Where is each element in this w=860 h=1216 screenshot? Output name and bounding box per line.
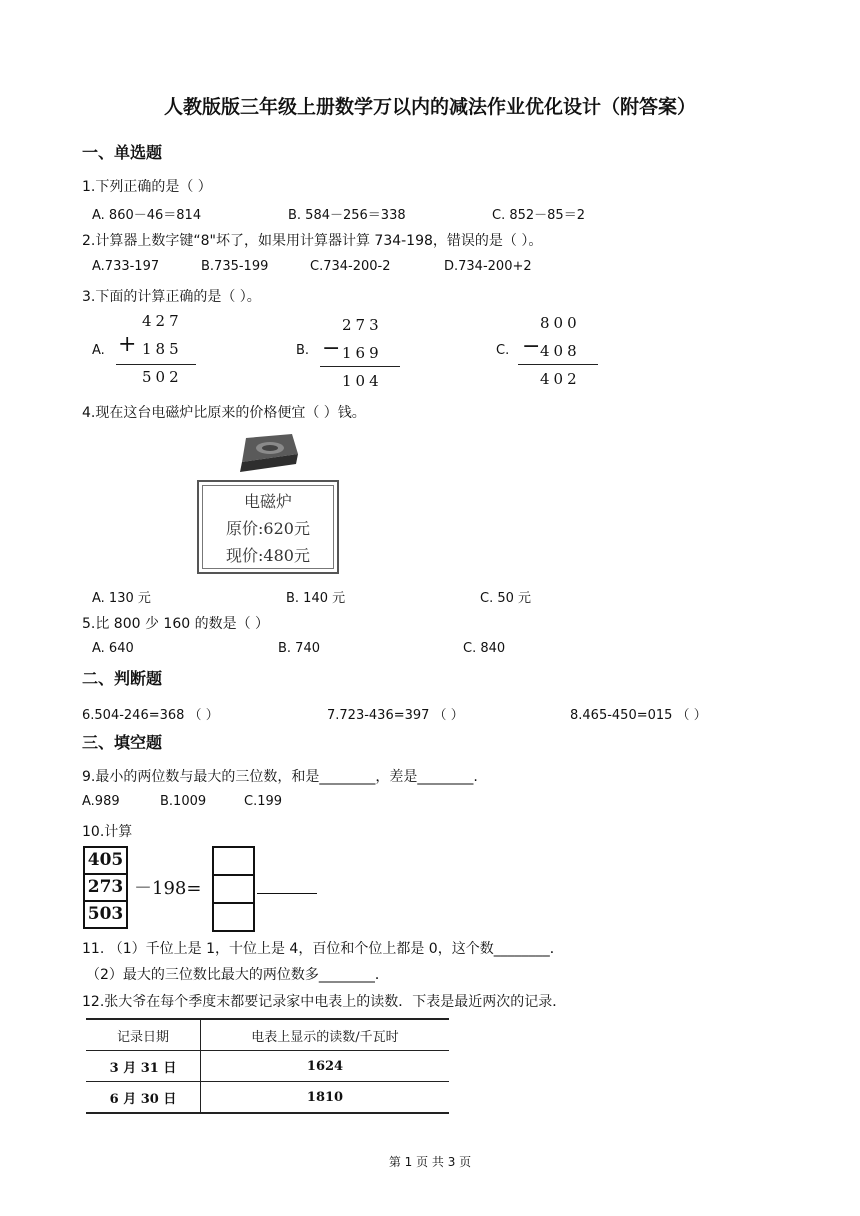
q9-option-b: B.1009 bbox=[160, 794, 207, 809]
table-row bbox=[86, 1051, 449, 1082]
table-cell-date: 6 月 30 日 bbox=[86, 1082, 201, 1114]
answer-boxes bbox=[212, 846, 255, 932]
stack-number-2: 273 bbox=[85, 875, 126, 902]
q5-option-a: A. 640 bbox=[92, 641, 134, 656]
q1-option-a: A. 860－46＝814 bbox=[92, 208, 202, 223]
judge-question-8: 8.465-450=015 （ ） bbox=[570, 708, 707, 723]
q1-option-c: C. 852－85＝2 bbox=[492, 208, 585, 223]
section-heading-fill-blank: 三、填空题 bbox=[82, 733, 163, 752]
calc-c-rule bbox=[518, 364, 598, 365]
q3-vertical-calc-a bbox=[112, 312, 198, 392]
answer-box[interactable] bbox=[214, 848, 253, 876]
q3-vertical-calc-c bbox=[516, 314, 602, 394]
q9-option-a: A.989 bbox=[82, 794, 120, 809]
table-header-reading: 电表上显示的读数/千瓦时 bbox=[201, 1019, 450, 1051]
calc-a-rule bbox=[116, 364, 196, 365]
calc-b-operator: − bbox=[322, 336, 345, 361]
q3-vertical-calc-b bbox=[316, 316, 402, 396]
q4-option-a: A. 130 元 bbox=[92, 591, 151, 606]
question-11-part-1: 11. （1）千位上是 1，十位上是 4，百位和个位上都是 0，这个数________． bbox=[82, 941, 564, 957]
calc-c-bottom: 408 bbox=[540, 342, 581, 360]
q1-option-b: B. 584－256＝338 bbox=[288, 208, 406, 223]
q2-option-a: A.733-197 bbox=[92, 259, 160, 274]
question-1-text: 1.下列正确的是（ ） bbox=[82, 179, 212, 195]
q4-option-b: B. 140 元 bbox=[286, 591, 346, 606]
answer-blank-line bbox=[257, 893, 317, 894]
q3-option-c-label: C. bbox=[496, 343, 510, 358]
induction-cooker-image bbox=[234, 432, 300, 474]
table-cell-reading: 1624 bbox=[201, 1051, 450, 1082]
calc-b-rule bbox=[320, 366, 400, 367]
section-heading-true-false: 二、判断题 bbox=[82, 669, 163, 688]
number-stack bbox=[83, 846, 128, 929]
calc-a-result: 502 bbox=[142, 368, 183, 386]
answer-box[interactable] bbox=[214, 876, 253, 904]
q5-option-c: C. 840 bbox=[463, 641, 506, 656]
calc-b-result: 104 bbox=[342, 372, 383, 390]
section-heading-single-choice: 一、单选题 bbox=[82, 143, 163, 162]
calc-c-result: 402 bbox=[540, 370, 581, 388]
page-footer: 第 1 页 共 3 页 bbox=[388, 1155, 472, 1169]
question-2-text: 2.计算器上数字键“8"坏了，如果用计算器计算 734-198，错误的是（ ）。 bbox=[82, 233, 543, 249]
q3-option-b-label: B. bbox=[296, 343, 310, 358]
question-10-text: 10.计算 bbox=[82, 824, 133, 840]
price-sign-title: 电磁炉 bbox=[243, 492, 292, 511]
price-sign bbox=[197, 480, 339, 574]
meter-reading-table bbox=[86, 1018, 449, 1114]
judge-question-6: 6.504-246=368 （ ） bbox=[82, 708, 219, 723]
q2-option-d: D.734-200+2 bbox=[444, 259, 532, 274]
q9-option-c: C.199 bbox=[244, 794, 283, 809]
question-4-text: 4.现在这台电磁炉比原来的价格便宜（ ）钱。 bbox=[82, 405, 366, 421]
question-5-text: 5.比 800 少 160 的数是（ ） bbox=[82, 616, 270, 632]
calc-b-top: 273 bbox=[342, 316, 383, 334]
table-cell-reading: 1810 bbox=[201, 1082, 450, 1114]
judge-question-7: 7.723-436=397 （ ） bbox=[327, 708, 464, 723]
table-row bbox=[86, 1082, 449, 1114]
table-header-row bbox=[86, 1019, 449, 1051]
calc-c-operator: − bbox=[522, 334, 545, 359]
calc-c-top: 800 bbox=[540, 314, 581, 332]
current-price: 现价:480元 bbox=[226, 546, 310, 565]
stack-number-1: 405 bbox=[85, 848, 126, 875]
question-9-text: 9.最小的两位数与最大的三位数，和是________，差是________. bbox=[82, 769, 478, 785]
question-12-text: 12.张大爷在每个季度末都要记录家中电表上的读数．下表是最近两次的记录． bbox=[82, 994, 567, 1010]
calc-a-bottom: 185 bbox=[142, 340, 183, 358]
question-11-part-2: （2）最大的三位数比最大的两位数多________． bbox=[86, 967, 389, 983]
q3-option-a-label: A. bbox=[92, 343, 105, 358]
page-title: 人教版版三年级上册数学万以内的减法作业优化设计（附答案） bbox=[163, 96, 696, 118]
q2-option-c: C.734-200-2 bbox=[310, 259, 391, 274]
calc-b-bottom: 169 bbox=[342, 344, 383, 362]
q4-option-c: C. 50 元 bbox=[480, 591, 532, 606]
calc-a-top: 427 bbox=[142, 312, 183, 330]
table-cell-date: 3 月 31 日 bbox=[86, 1051, 201, 1082]
table-header-date: 记录日期 bbox=[86, 1019, 201, 1051]
question-3-text: 3.下面的计算正确的是（ ）。 bbox=[82, 289, 261, 305]
subtraction-expression: －198= bbox=[134, 878, 202, 899]
answer-box[interactable] bbox=[214, 904, 253, 930]
calc-a-operator: + bbox=[118, 332, 141, 357]
stack-number-3: 503 bbox=[87, 904, 124, 924]
original-price: 原价:620元 bbox=[226, 519, 310, 538]
q5-option-b: B. 740 bbox=[278, 641, 320, 656]
q2-option-b: B.735-199 bbox=[201, 259, 269, 274]
